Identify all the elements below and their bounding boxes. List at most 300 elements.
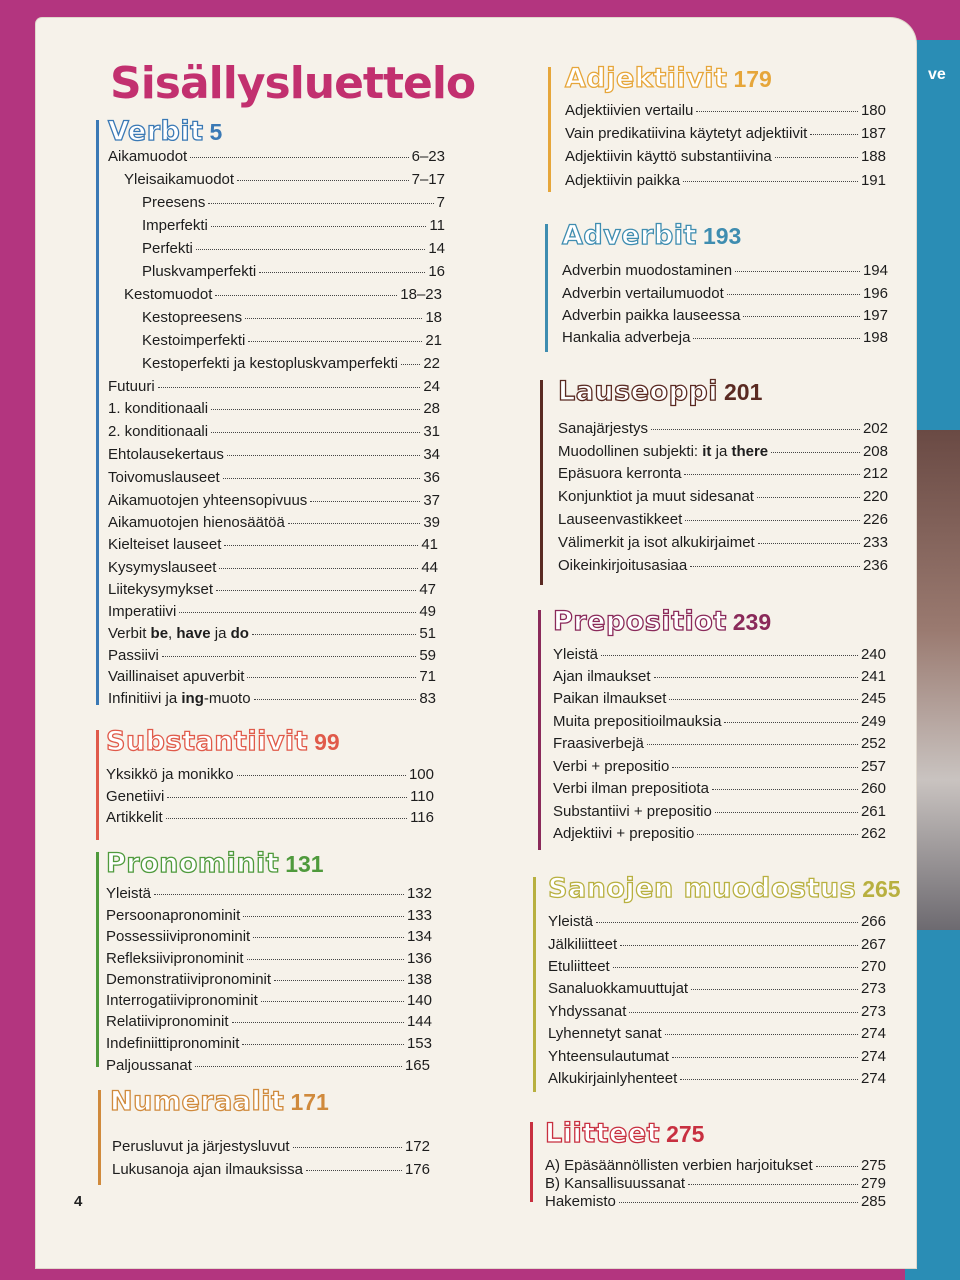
dot-leader [274, 980, 404, 981]
toc-entry-page: 262 [860, 825, 886, 842]
toc-entry-page: 275 [860, 1157, 886, 1174]
toc-entry-page: 273 [860, 1003, 886, 1020]
toc-entry-title: Oikeinkirjoitusasiaa [558, 557, 688, 574]
dot-leader [215, 295, 397, 296]
toc-entry-title: Yksikkö ja monikko [106, 766, 234, 783]
section-title: Substantiivit [106, 726, 309, 757]
toc-entry-page: 274 [860, 1048, 886, 1065]
toc-entry[interactable] [553, 825, 886, 845]
section-heading-pronominit[interactable] [106, 848, 324, 879]
dot-leader [211, 409, 420, 410]
toc-entry-title: Konjunktiot ja muut sidesanat [558, 488, 754, 505]
toc-entry-page: 49 [419, 603, 436, 620]
toc-entry[interactable] [558, 511, 888, 531]
bold-term: have [176, 625, 211, 642]
toc-entry[interactable] [558, 465, 888, 485]
toc-entry-page: 172 [404, 1138, 430, 1155]
toc-entry-page: 233 [862, 534, 888, 551]
next-page-tab-label: ve [928, 66, 946, 83]
toc-entry-title: Hankalia adverbeja [562, 329, 691, 346]
toc-entry-page: 7 [436, 194, 445, 211]
section-heading-lauseoppi[interactable] [558, 376, 762, 407]
toc-entry[interactable] [553, 735, 886, 755]
toc-entry[interactable] [142, 355, 440, 375]
dot-leader [672, 1057, 858, 1058]
toc-entry-title: Indefiniittipronominit [106, 1035, 240, 1052]
toc-entry-title: Aikamuodot [108, 148, 188, 165]
toc-entry-title: Imperfekti [142, 217, 208, 234]
toc-entry-page: 18 [425, 309, 442, 326]
toc-entry-title: Substantiivi + prepositio [553, 803, 712, 820]
toc-entry-page: 257 [860, 758, 886, 775]
dot-leader [310, 501, 420, 502]
dot-leader [601, 655, 858, 656]
toc-entry-page: 274 [860, 1025, 886, 1042]
toc-entry-title: Persoonapronominit [106, 907, 241, 924]
bold-term: ing [181, 690, 204, 707]
toc-entry[interactable] [108, 647, 436, 667]
toc-entry[interactable] [112, 1138, 430, 1158]
toc-entry-page: 270 [860, 958, 886, 975]
toc-entry[interactable] [108, 148, 445, 168]
dot-leader [247, 959, 404, 960]
dot-leader [629, 1012, 858, 1013]
toc-entry[interactable] [548, 1070, 886, 1090]
toc-entry-page: 144 [406, 1013, 432, 1030]
toc-entry[interactable] [108, 668, 436, 688]
dot-leader [651, 429, 860, 430]
toc-entry[interactable] [106, 971, 432, 991]
section-title: Adverbit [562, 220, 697, 251]
toc-entry[interactable] [106, 1013, 432, 1033]
toc-entry-page: 194 [862, 262, 888, 279]
toc-entry-page: 279 [860, 1175, 886, 1192]
toc-entry-page: 285 [860, 1193, 886, 1210]
dot-leader [242, 1044, 404, 1045]
dot-leader [684, 474, 860, 475]
toc-entry-title: Adjektiivi + prepositio [553, 825, 695, 842]
toc-entry[interactable] [106, 992, 432, 1012]
title-part: ja [711, 443, 732, 460]
toc-entry-title: Vaillinaiset apuverbit [108, 668, 245, 685]
dot-leader [690, 566, 860, 567]
toc-entry-page: 18–23 [400, 286, 442, 303]
toc-entry-page: 83 [419, 690, 436, 707]
title-part: , [168, 625, 177, 642]
toc-entry[interactable] [112, 1161, 430, 1181]
toc-entry-page: 116 [410, 809, 434, 826]
dot-leader [237, 775, 406, 776]
dot-leader [743, 316, 860, 317]
toc-entry[interactable] [108, 514, 440, 534]
title-part: Muodollinen subjekti: [558, 443, 703, 460]
dot-leader [696, 111, 858, 112]
section-title: Adjektiivit [565, 63, 728, 94]
section-heading-liitteet[interactable] [545, 1118, 704, 1149]
dot-leader [613, 967, 858, 968]
section-heading-substantiivit[interactable] [106, 726, 340, 757]
toc-entry[interactable] [108, 581, 436, 601]
toc-entry[interactable] [108, 603, 436, 623]
section-title: Lauseoppi [558, 376, 718, 407]
section-page-number: 275 [666, 1121, 705, 1147]
toc-entry-page: 41 [421, 536, 438, 553]
toc-entry-page: 34 [423, 446, 440, 463]
dot-leader [665, 1034, 858, 1035]
toc-entry-title: Etuliitteet [548, 958, 610, 975]
toc-entry-page: 28 [423, 400, 440, 417]
section-bar-prepositiot [538, 610, 541, 850]
dot-leader [401, 364, 420, 365]
toc-entry-title: Artikkelit [106, 809, 163, 826]
toc-entry-title: Paikan ilmaukset [553, 690, 667, 707]
toc-entry[interactable] [124, 171, 445, 191]
toc-entry-page: 44 [421, 559, 438, 576]
toc-entry-page: 198 [862, 329, 888, 346]
toc-entry-title: Verbi + prepositio [553, 758, 670, 775]
toc-entry-title: Jälkiliitteet [548, 936, 618, 953]
dot-leader [167, 797, 407, 798]
dot-leader [306, 1170, 402, 1171]
toc-entry[interactable] [545, 1193, 886, 1213]
toc-entry-page: 100 [408, 766, 434, 783]
title-part: Infinitiivi ja [108, 690, 182, 707]
section-bar-adjektiivit [548, 67, 551, 192]
dot-leader [669, 699, 858, 700]
toc-entry-title: Lauseenvastikkeet [558, 511, 683, 528]
toc-entry-title: Hakemisto [545, 1193, 616, 1210]
toc-entry-title: Adjektiivien vertailu [565, 102, 694, 119]
toc-entry-page: 208 [862, 443, 888, 460]
toc-entry[interactable] [545, 1175, 886, 1195]
toc-entry-page: 176 [404, 1161, 430, 1178]
toc-entry-page: 133 [406, 907, 432, 924]
toc-entry-title: Adverbin muodostaminen [562, 262, 733, 279]
title-part: Verbit [108, 625, 151, 642]
toc-entry-page: 261 [860, 803, 886, 820]
toc-entry[interactable] [562, 307, 888, 327]
toc-entry[interactable] [108, 690, 436, 710]
toc-entry[interactable] [562, 329, 888, 349]
dot-leader [196, 249, 425, 250]
dot-leader [596, 922, 858, 923]
toc-entry-page: 274 [860, 1070, 886, 1087]
toc-entry-title: Interrogatiivipronominit [106, 992, 258, 1009]
toc-entry-title: 1. konditionaali [108, 400, 209, 417]
toc-entry-title: Muita prepositioilmauksia [553, 713, 722, 730]
toc-entry-title: Sanajärjestys [558, 420, 649, 437]
toc-entry-page: 180 [860, 102, 886, 119]
toc-entry[interactable] [142, 263, 445, 283]
toc-entry-title: Refleksiivipronominit [106, 950, 244, 967]
dot-leader [697, 834, 858, 835]
toc-entry[interactable] [548, 913, 886, 933]
toc-entry[interactable] [106, 907, 432, 927]
toc-entry-page: 252 [860, 735, 886, 752]
toc-entry-title: Genetiivi [106, 788, 165, 805]
dot-leader [620, 945, 858, 946]
section-bar-numeraalit [98, 1090, 101, 1185]
toc-entry-page: 267 [860, 936, 886, 953]
toc-entry-title: Paljoussanat [106, 1057, 192, 1074]
dot-leader [190, 157, 408, 158]
section-heading-adjektiivit[interactable] [565, 63, 772, 94]
toc-entry[interactable] [142, 240, 445, 260]
toc-entry-page: 191 [860, 172, 886, 189]
section-page-number: 239 [732, 609, 772, 635]
toc-entry[interactable] [558, 443, 888, 463]
toc-entry[interactable] [108, 469, 440, 489]
section-heading-sanojen[interactable] [548, 873, 901, 904]
section-bar-adverbit [545, 224, 548, 352]
dot-leader [227, 455, 420, 456]
toc-entry[interactable] [106, 788, 434, 808]
section-title: Pronominit [106, 848, 280, 879]
toc-entry[interactable] [106, 1057, 430, 1077]
dot-leader [247, 677, 416, 678]
toc-entry[interactable] [553, 690, 886, 710]
toc-entry-page: 16 [428, 263, 445, 280]
toc-entry[interactable] [558, 534, 888, 554]
toc-entry-title: Yhteensulautumat [548, 1048, 669, 1065]
toc-entry[interactable] [553, 758, 886, 778]
toc-entry-title: Kysymyslauseet [108, 559, 217, 576]
toc-entry-title: Toivomuslauseet [108, 469, 220, 486]
toc-entry-title: Aikamuotojen hienosäätöä [108, 514, 285, 531]
section-page-number: 179 [733, 66, 772, 92]
toc-entry-title: Kestoimperfekti [142, 332, 246, 349]
toc-entry-title [108, 690, 251, 707]
toc-entry-title: Relatiivipronominit [106, 1013, 229, 1030]
toc-entry[interactable] [553, 646, 886, 666]
toc-entry[interactable] [565, 125, 886, 145]
section-heading-verbit[interactable] [108, 116, 222, 147]
toc-entry[interactable] [562, 262, 888, 282]
dot-leader [688, 1184, 858, 1185]
toc-entry-title: Perusluvut ja järjestysluvut [112, 1138, 290, 1155]
dot-leader [254, 699, 417, 700]
toc-entry[interactable] [106, 766, 434, 786]
toc-entry[interactable] [548, 958, 886, 978]
section-page-number: 201 [724, 379, 763, 405]
toc-entry-title: Ajan ilmaukset [553, 668, 651, 685]
dot-leader [758, 543, 860, 544]
section-heading-adverbit[interactable] [562, 220, 741, 251]
dot-leader [252, 634, 416, 635]
toc-entry[interactable] [106, 885, 432, 905]
toc-entry-title: Epäsuora kerronta [558, 465, 682, 482]
dot-leader [224, 545, 418, 546]
dot-leader [162, 656, 416, 657]
bold-term: it [702, 443, 712, 460]
toc-entry[interactable] [124, 286, 442, 306]
toc-entry[interactable] [106, 950, 432, 970]
toc-entry-title: Alkukirjainlyhenteet [548, 1070, 678, 1087]
toc-entry[interactable] [548, 1003, 886, 1023]
section-bar-verbit [96, 120, 99, 705]
toc-entry-page: 14 [428, 240, 445, 257]
toc-entry-title: Yleisaikamuodot [124, 171, 235, 188]
section-title: Numeraalit [110, 1086, 285, 1117]
title-part: ja [210, 625, 231, 642]
toc-entry-title: Yhdyssanat [548, 1003, 627, 1020]
dot-leader [219, 568, 418, 569]
toc-entry-page: 241 [860, 668, 886, 685]
dot-leader [683, 181, 858, 182]
dot-leader [211, 226, 427, 227]
dot-leader [672, 767, 858, 768]
dot-leader [715, 812, 858, 813]
section-heading-numeraalit[interactable] [110, 1086, 329, 1117]
toc-entry[interactable] [553, 780, 886, 800]
toc-entry[interactable] [106, 809, 434, 829]
toc-entry-page: 24 [423, 378, 440, 395]
section-bar-liitteet [530, 1122, 533, 1202]
toc-entry-page: 249 [860, 713, 886, 730]
toc-entry-title: Ehtolausekertaus [108, 446, 224, 463]
dot-leader [691, 989, 858, 990]
dot-leader [237, 180, 409, 181]
toc-entry[interactable] [565, 172, 886, 192]
toc-entry-title: Kestomuodot [124, 286, 213, 303]
section-title: Verbit [108, 116, 204, 147]
dot-leader [816, 1166, 858, 1167]
bold-term: there [731, 443, 769, 460]
dot-leader [158, 387, 421, 388]
toc-entry-title: Verbi ilman prepositiota [553, 780, 709, 797]
toc-entry-page: 31 [423, 423, 440, 440]
toc-entry-title: Preesens [142, 194, 206, 211]
dot-leader [775, 157, 858, 158]
toc-entry[interactable] [558, 488, 888, 508]
toc-entry-page: 165 [404, 1057, 430, 1074]
toc-entry-title: Yleistä [553, 646, 599, 663]
toc-entry[interactable] [548, 936, 886, 956]
toc-entry[interactable] [553, 713, 886, 733]
toc-entry[interactable] [108, 423, 440, 443]
toc-entry[interactable] [108, 446, 440, 466]
section-page-number: 171 [290, 1089, 329, 1115]
toc-entry-title: B) Kansallisuussanat [545, 1175, 686, 1192]
dot-leader [288, 523, 421, 524]
dot-leader [693, 338, 860, 339]
toc-entry[interactable] [108, 559, 438, 579]
toc-entry-page: 220 [862, 488, 888, 505]
toc-entry-page: 138 [406, 971, 432, 988]
next-page-photo [915, 430, 960, 930]
toc-entry[interactable] [108, 400, 440, 420]
dot-leader [735, 271, 860, 272]
toc-entry[interactable] [106, 1035, 432, 1055]
toc-entry-title: Adjektiivin käyttö substantiivina [565, 148, 772, 165]
section-heading-prepositiot[interactable] [553, 606, 771, 637]
toc-entry[interactable] [108, 378, 440, 398]
toc-entry-page: 188 [860, 148, 886, 165]
toc-entry-title: Kielteiset lauseet [108, 536, 222, 553]
section-bar-lauseoppi [540, 380, 543, 585]
toc-entry-title: Pluskvamperfekti [142, 263, 257, 280]
toc-entry[interactable] [142, 217, 445, 237]
section-title: Prepositiot [553, 606, 727, 637]
section-title: Liitteet [545, 1118, 661, 1149]
toc-entry-title: Possessiivipronominit [106, 928, 251, 945]
toc-entry-page: 7–17 [411, 171, 445, 188]
page-title: Sisällysluettelo [110, 58, 476, 109]
toc-entry[interactable] [548, 1025, 886, 1045]
section-page-number: 265 [862, 876, 901, 902]
toc-entry[interactable] [548, 1048, 886, 1068]
section-page-number: 193 [702, 223, 742, 249]
toc-entry[interactable] [565, 148, 886, 168]
toc-entry[interactable] [108, 625, 436, 645]
toc-entry-page: 236 [862, 557, 888, 574]
toc-entry-page: 11 [429, 217, 445, 234]
toc-entry-title: Fraasiverbejä [553, 735, 644, 752]
toc-entry[interactable] [142, 332, 442, 352]
toc-entry-page: 71 [419, 668, 436, 685]
toc-entry-title: Adjektiivin paikka [565, 172, 681, 189]
dot-leader [647, 744, 858, 745]
toc-entry-title [108, 625, 249, 642]
dot-leader [245, 318, 422, 319]
section-page-number: 131 [285, 851, 324, 877]
toc-entry[interactable] [108, 536, 438, 556]
toc-entry-page: 273 [860, 980, 886, 997]
dot-leader [810, 134, 858, 135]
toc-entry[interactable] [558, 557, 888, 577]
dot-leader [724, 722, 858, 723]
toc-entry[interactable] [142, 194, 445, 214]
toc-entry-title: Perfekti [142, 240, 193, 257]
toc-entry-page: 51 [419, 625, 436, 642]
toc-entry-title: Liitekysymykset [108, 581, 214, 598]
bold-term: do [230, 625, 249, 642]
toc-entry-page: 266 [860, 913, 886, 930]
dot-leader [166, 818, 407, 819]
toc-entry[interactable] [142, 309, 442, 329]
dot-leader [654, 677, 858, 678]
toc-entry-title: Sanaluokkamuuttujat [548, 980, 689, 997]
dot-leader [619, 1202, 858, 1203]
toc-entry-page: 21 [425, 332, 442, 349]
dot-leader [154, 894, 404, 895]
dot-leader [232, 1022, 404, 1023]
section-page-number: 99 [314, 729, 340, 755]
toc-entry-title: Välimerkit ja isot alkukirjaimet [558, 534, 755, 551]
toc-entry[interactable] [548, 980, 886, 1000]
toc-entry[interactable] [545, 1157, 886, 1177]
bold-term: be [150, 625, 169, 642]
toc-entry-page: 47 [419, 581, 436, 598]
toc-entry-title: Vain predikatiivina käytetyt adjektiivit [565, 125, 808, 142]
toc-entry[interactable] [565, 102, 886, 122]
toc-entry-page: 110 [410, 788, 434, 805]
dot-leader [757, 497, 860, 498]
toc-entry[interactable] [106, 928, 432, 948]
toc-entry-page: 240 [860, 646, 886, 663]
toc-entry-page: 212 [862, 465, 888, 482]
dot-leader [208, 203, 433, 204]
toc-entry[interactable] [558, 420, 888, 440]
toc-entry[interactable] [108, 492, 440, 512]
toc-entry[interactable] [562, 285, 888, 305]
dot-leader [243, 916, 404, 917]
toc-entry[interactable] [553, 668, 886, 688]
toc-entry-page: 132 [406, 885, 432, 902]
toc-entry[interactable] [553, 803, 886, 823]
toc-entry-title: Yleistä [106, 885, 152, 902]
toc-entry-title: Imperatiivi [108, 603, 177, 620]
